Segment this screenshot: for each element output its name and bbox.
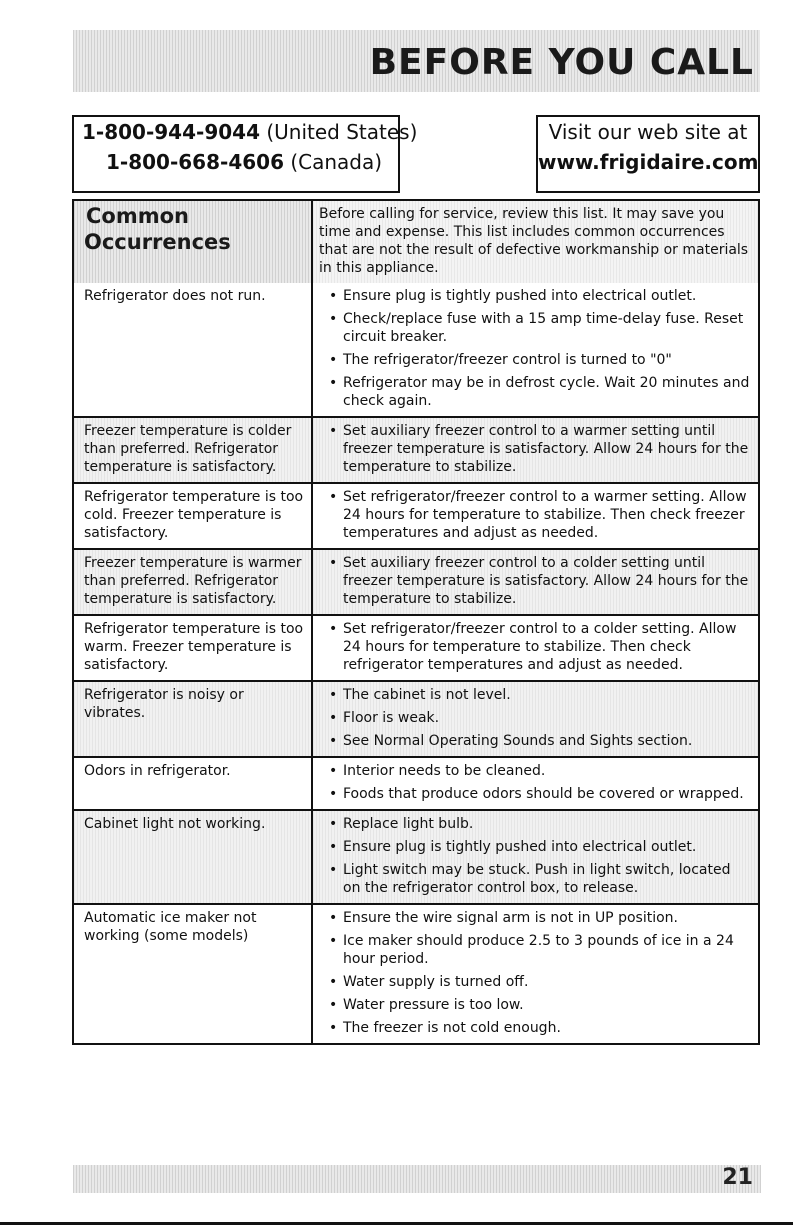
solution-item: • The refrigerator/freezer control is turned to "0" xyxy=(327,351,750,369)
solution-item: • Check/replace fuse with a 15 amp time-delay fuse. Reset circuit breaker. xyxy=(327,310,750,346)
website-intro: Visit our web site at xyxy=(548,120,748,144)
solution-list xyxy=(327,762,750,803)
solution-cell xyxy=(313,811,758,903)
table-row xyxy=(74,416,758,482)
problem-cell: Odors in refrigerator. xyxy=(74,758,313,809)
table-row xyxy=(74,756,758,809)
problem-cell: Refrigerator does not run. xyxy=(74,283,313,416)
solution-list xyxy=(327,488,750,542)
table-row xyxy=(74,680,758,756)
solution-item: • Set refrigerator/freezer control to a colder setting. Allow 24 hours for temperature to stabilize. Then check refrigerator temperatures and adjust as needed. xyxy=(327,620,750,674)
solution-list xyxy=(327,620,750,674)
ca-phone-number: 1-800-668-4606 xyxy=(106,150,284,174)
solution-item: • Ensure the wire signal arm is not in UP position. xyxy=(327,909,750,927)
us-phone-number: 1-800-944-9044 xyxy=(82,120,260,144)
us-phone-line xyxy=(74,117,418,147)
solution-item: • Water supply is turned off. xyxy=(327,973,750,991)
table-row xyxy=(74,283,758,416)
banner-title: BEFORE YOU CALL xyxy=(369,42,754,83)
table-title: Common Occurrences xyxy=(84,204,231,254)
solution-item: • Ensure plug is tightly pushed into electrical outlet. xyxy=(327,838,750,856)
table-row xyxy=(74,903,758,1043)
problem-cell: Automatic ice maker not working (some models) xyxy=(74,905,313,1043)
solution-item: • The cabinet is not level. xyxy=(327,686,750,704)
problem-cell: Refrigerator temperature is too warm. Freezer temperature is satisfactory. xyxy=(74,616,313,680)
us-phone-label: (United States) xyxy=(266,120,418,144)
solution-item: • Replace light bulb. xyxy=(327,815,750,833)
solution-cell xyxy=(313,283,758,416)
solution-cell xyxy=(313,418,758,482)
page-number: 21 xyxy=(722,1165,753,1190)
solution-item: • Ensure plug is tightly pushed into electrical outlet. xyxy=(327,287,750,305)
solution-item: • The freezer is not cold enough. xyxy=(327,1019,750,1037)
solution-item: • Set auxiliary freezer control to a warmer setting until freezer temperature is satisfactory. Allow 24 hours for the temperature to stabilize. xyxy=(327,422,750,476)
solution-item: • Floor is weak. xyxy=(327,709,750,727)
troubleshooting-table xyxy=(72,199,760,1045)
solution-list xyxy=(327,686,750,750)
problem-cell: Cabinet light not working. xyxy=(74,811,313,903)
header-title-cell xyxy=(74,201,313,283)
solution-item: • Water pressure is too low. xyxy=(327,996,750,1014)
solution-list xyxy=(327,815,750,897)
page-banner xyxy=(73,30,760,92)
solution-item: • Foods that produce odors should be covered or wrapped. xyxy=(327,785,750,803)
table-header-row xyxy=(74,201,758,283)
table-row xyxy=(74,482,758,548)
phone-contact-box xyxy=(72,115,418,193)
table-row xyxy=(74,614,758,680)
solution-item: • Interior needs to be cleaned. xyxy=(327,762,750,780)
table-row xyxy=(74,809,758,903)
solution-cell xyxy=(313,484,758,548)
solution-cell xyxy=(313,905,758,1043)
solution-item: • Set auxiliary freezer control to a colder setting until freezer temperature is satisfactory. Allow 24 hours for the temperature to stabilize. xyxy=(327,554,750,608)
table-row xyxy=(74,548,758,614)
solution-list xyxy=(327,287,750,410)
ca-phone-label: (Canada) xyxy=(290,150,383,174)
ca-phone-line xyxy=(74,147,398,177)
solution-item: • See Normal Operating Sounds and Sights section. xyxy=(327,732,750,750)
table-body xyxy=(74,283,758,1043)
problem-cell: Freezer temperature is colder than preferred. Refrigerator temperature is satisfactory. xyxy=(74,418,313,482)
problem-cell: Refrigerator is noisy or vibrates. xyxy=(74,682,313,756)
solution-cell xyxy=(313,550,758,614)
solution-cell xyxy=(313,682,758,756)
solution-item: • Set refrigerator/freezer control to a warmer setting. Allow 24 hours for temperature to stabilize. Then check freezer temperatures and adjust as needed. xyxy=(327,488,750,542)
website-url[interactable]: www.frigidaire.com xyxy=(538,150,759,174)
solution-item: • Refrigerator may be in defrost cycle. Wait 20 minutes and check again. xyxy=(327,374,750,410)
solution-item: • Ice maker should produce 2.5 to 3 pounds of ice in a 24 hour period. xyxy=(327,932,750,968)
solution-list xyxy=(327,554,750,608)
solution-list xyxy=(327,422,750,476)
header-intro: Before calling for service, review this list. It may save you time and expense. This list includes common occurrences that are not the result of defective workmanship or materials in this appliance. xyxy=(313,201,758,283)
solution-list xyxy=(327,909,750,1037)
solution-cell xyxy=(313,616,758,680)
problem-cell: Refrigerator temperature is too cold. Freezer temperature is satisfactory. xyxy=(74,484,313,548)
footer-bar xyxy=(73,1165,761,1193)
solution-item: • Light switch may be stuck. Push in light switch, located on the refrigerator control box, to release. xyxy=(327,861,750,897)
website-box xyxy=(536,115,760,193)
solution-cell xyxy=(313,758,758,809)
problem-cell: Freezer temperature is warmer than preferred. Refrigerator temperature is satisfactory. xyxy=(74,550,313,614)
